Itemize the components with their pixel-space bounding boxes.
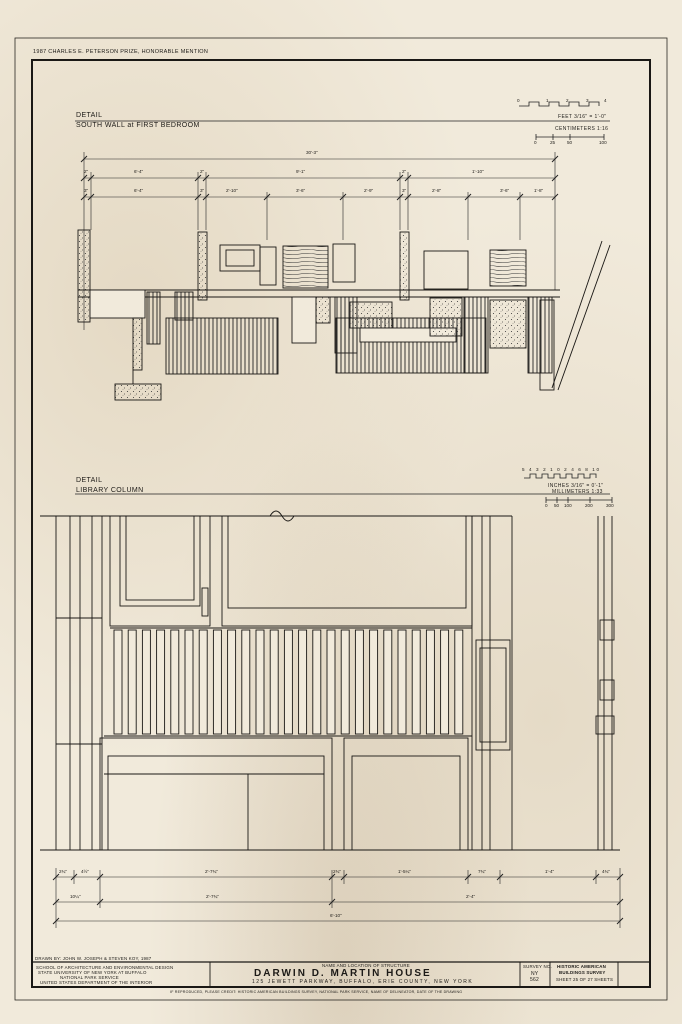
survey-number: 562 bbox=[530, 977, 539, 983]
scale-tick: 1 bbox=[546, 98, 549, 103]
dimension: 2'-10" bbox=[226, 188, 238, 193]
screen-slat bbox=[242, 630, 250, 734]
dimension: 4½" bbox=[81, 869, 90, 874]
school-line: SCHOOL OF ARCHITECTURE AND ENVIRONMENTAL DESIGN bbox=[36, 965, 174, 970]
screen-slat bbox=[142, 630, 150, 734]
dimension: 2¾" bbox=[59, 869, 68, 874]
scale-label-feet: FEET 3/16" = 1'-0" bbox=[558, 114, 607, 120]
detail-heading: DETAIL bbox=[76, 112, 103, 119]
dimension: 3" bbox=[84, 188, 89, 193]
dimension: 10¼" bbox=[70, 894, 81, 899]
scale-tick: 0 bbox=[534, 140, 537, 145]
habs-line: HISTORIC AMERICAN bbox=[557, 964, 607, 969]
scale-tick: 100 bbox=[599, 140, 607, 145]
screen-slat bbox=[256, 630, 264, 734]
screen-slat bbox=[171, 630, 179, 734]
dimension: 1'-8" bbox=[534, 188, 544, 193]
screen-slat bbox=[441, 630, 449, 734]
dimension: 3" bbox=[402, 188, 407, 193]
survey-state: NY bbox=[531, 971, 539, 977]
scale-tick: 2 bbox=[566, 98, 569, 103]
screen-slat bbox=[313, 630, 321, 734]
screen-slat bbox=[228, 630, 236, 734]
screen-slat bbox=[426, 630, 434, 734]
drawn-by: DRAWN BY: JOHN W. JOSEPH & STEVEN KOY, 1987 bbox=[35, 956, 152, 961]
dimension: 6'-4" bbox=[134, 169, 144, 174]
scale-label-centimeters: CENTIMETERS 1:16 bbox=[555, 126, 609, 132]
dimension-overall: 6'-10" bbox=[330, 913, 342, 918]
dimension: 7¾" bbox=[478, 869, 487, 874]
detail-heading: DETAIL bbox=[76, 477, 103, 484]
survey-label: SURVEY NO. bbox=[523, 964, 552, 969]
project-address: 125 JEWETT PARKWAY, BUFFALO, ERIE COUNTY, NEW YORK bbox=[252, 979, 474, 985]
sheet-number: SHEET 25 OF 27 SHEETS bbox=[556, 977, 614, 982]
dimension: 1'-4" bbox=[545, 869, 555, 874]
dimension: 2'-7¾" bbox=[205, 869, 218, 874]
scale-tick: 4 bbox=[604, 98, 607, 103]
habs-line: BUILDINGS SURVEY bbox=[559, 970, 606, 975]
screen-slat bbox=[412, 630, 420, 734]
scale-tick: 0 bbox=[545, 503, 548, 508]
dimension: 1'-10" bbox=[472, 169, 484, 174]
scale-label-millimeters: MILLIMETERS 1:33 bbox=[552, 489, 603, 495]
dimension: 2" bbox=[402, 169, 407, 174]
dimension: 2'-9" bbox=[364, 188, 374, 193]
screen-slat bbox=[157, 630, 165, 734]
scale-tick: 25 bbox=[550, 140, 556, 145]
screen-slat bbox=[384, 630, 392, 734]
dimension: 1'-5¼" bbox=[398, 869, 411, 874]
screen-slat bbox=[341, 630, 349, 734]
dimension: 2" bbox=[84, 169, 89, 174]
screen-slat bbox=[114, 630, 122, 734]
detail-title: SOUTH WALL at FIRST BEDROOM bbox=[76, 122, 200, 129]
screen-slat bbox=[455, 630, 463, 734]
dimension: 3'-6" bbox=[500, 188, 510, 193]
prize-note: 1987 CHARLES E. PETERSON PRIZE, HONORABLE MENTION bbox=[33, 49, 209, 55]
dimension: 2¾" bbox=[333, 869, 342, 874]
dimension: 2" bbox=[200, 169, 205, 174]
scale-tick: 300 bbox=[606, 503, 614, 508]
school-line: STATE UNIVERSITY OF NEW YORK AT BUFFALO bbox=[38, 970, 147, 975]
scale-tick: 50 bbox=[567, 140, 573, 145]
screen-slat bbox=[213, 630, 221, 734]
credit-footer: IF REPRODUCED, PLEASE CREDIT: HISTORIC AMERICAN BUILDINGS SURVEY, NATIONAL PARK SERVICE, NAME OF DELINEATOR, DATE OF THE DRAWING bbox=[170, 990, 463, 994]
screen-slat bbox=[355, 630, 363, 734]
dimension: 2'-8" bbox=[432, 188, 442, 193]
scale-tick: 50 bbox=[554, 503, 560, 508]
screen-slat bbox=[270, 630, 278, 734]
scale-tick: 3 bbox=[586, 98, 589, 103]
school-line: UNITED STATES DEPARTMENT OF THE INTERIOR bbox=[40, 980, 153, 985]
dimension-overall: 30'-3" bbox=[306, 150, 318, 155]
detail-title: LIBRARY COLUMN bbox=[76, 487, 144, 494]
dimension: 6'-4" bbox=[134, 188, 144, 193]
dimension: 4¾" bbox=[602, 869, 611, 874]
dimension: 3" bbox=[200, 188, 205, 193]
screen-slat bbox=[370, 630, 378, 734]
screen-slat bbox=[128, 630, 136, 734]
name-location-label: NAME AND LOCATION OF STRUCTURE bbox=[322, 963, 410, 968]
screen-slat bbox=[299, 630, 307, 734]
scale-ticks-inches: 5 4 3 2 1 0 2 4 6 8 10 bbox=[522, 467, 601, 472]
screen-slat bbox=[284, 630, 292, 734]
dimension: 2'-7¾" bbox=[206, 894, 219, 899]
scale-tick: 0 bbox=[517, 98, 520, 103]
dimension: 3'-6" bbox=[296, 188, 306, 193]
scale-tick: 200 bbox=[585, 503, 593, 508]
scale-label-inches: INCHES 3/16" = 0'-1" bbox=[548, 483, 604, 489]
screen-slat bbox=[185, 630, 193, 734]
screen-slat bbox=[398, 630, 406, 734]
screen-slat bbox=[327, 630, 335, 734]
dimension: 9'-1" bbox=[296, 169, 306, 174]
screen-slat bbox=[199, 630, 207, 734]
scale-tick: 100 bbox=[564, 503, 572, 508]
dimension: 2'-4" bbox=[466, 894, 476, 899]
project-name: DARWIN D. MARTIN HOUSE bbox=[254, 968, 432, 979]
school-line: NATIONAL PARK SERVICE bbox=[60, 975, 119, 980]
